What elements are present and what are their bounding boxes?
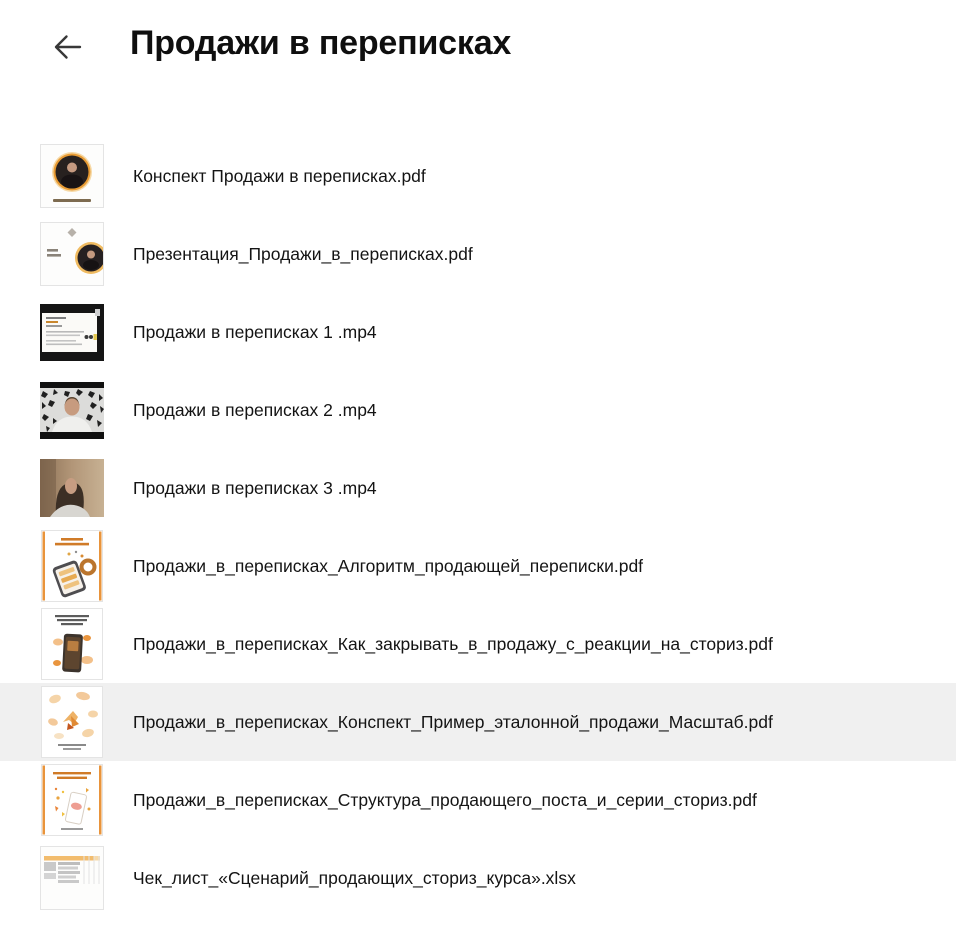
file-row[interactable]: [0, 371, 956, 449]
page-title: Продажи в переписках: [130, 24, 512, 62]
file-row[interactable]: [0, 605, 956, 683]
file-name: Продажи в переписках 2 .mp4: [133, 399, 377, 420]
file-row[interactable]: [0, 683, 956, 761]
file-name: Продажи_в_переписках_Алгоритм_продающей_переписки.pdf: [133, 555, 644, 576]
file-name: Презентация_Продажи_в_переписках.pdf: [133, 243, 473, 264]
file-name: Продажи_в_переписках_Конспект_Пример_эталонной_продажи_Масштаб.pdf: [133, 711, 773, 732]
spreadsheet-thumbnail: [40, 846, 104, 910]
file-row[interactable]: [0, 449, 956, 527]
back-arrow-icon: [50, 31, 84, 66]
file-row[interactable]: [0, 839, 956, 917]
file-name: Продажи в переписках 1 .mp4: [133, 321, 377, 342]
pdf-cover-thumbnail: [40, 686, 104, 758]
file-row[interactable]: [0, 293, 956, 371]
back-button[interactable]: [48, 30, 86, 66]
file-row[interactable]: [0, 137, 956, 215]
pdf-cover-thumbnail: [40, 764, 104, 836]
video-woman-thumbnail: [40, 459, 104, 517]
file-row[interactable]: [0, 215, 956, 293]
pdf-avatar-thumbnail: [40, 144, 104, 208]
file-list: [0, 137, 956, 917]
file-name: Конспект Продажи в переписках.pdf: [133, 165, 426, 186]
file-row[interactable]: [0, 761, 956, 839]
video-speaker-thumbnail: [40, 382, 104, 439]
file-name: Продажи в переписках 3 .mp4: [133, 477, 377, 498]
file-row[interactable]: [0, 527, 956, 605]
pdf-presentation-thumbnail: [40, 222, 104, 286]
file-name: Продажи_в_переписках_Как_закрывать_в_продажу_с_реакции_на_сториз.pdf: [133, 633, 773, 654]
pdf-cover-thumbnail: [40, 608, 104, 680]
pdf-cover-thumbnail: [40, 530, 104, 602]
file-name: Чек_лист_«Сценарий_продающих_сториз_курса».xlsx: [133, 867, 576, 888]
video-slide-thumbnail: [40, 304, 104, 361]
file-name: Продажи_в_переписках_Структура_продающего_поста_и_серии_сториз.pdf: [133, 789, 757, 810]
page-header: [0, 0, 956, 110]
